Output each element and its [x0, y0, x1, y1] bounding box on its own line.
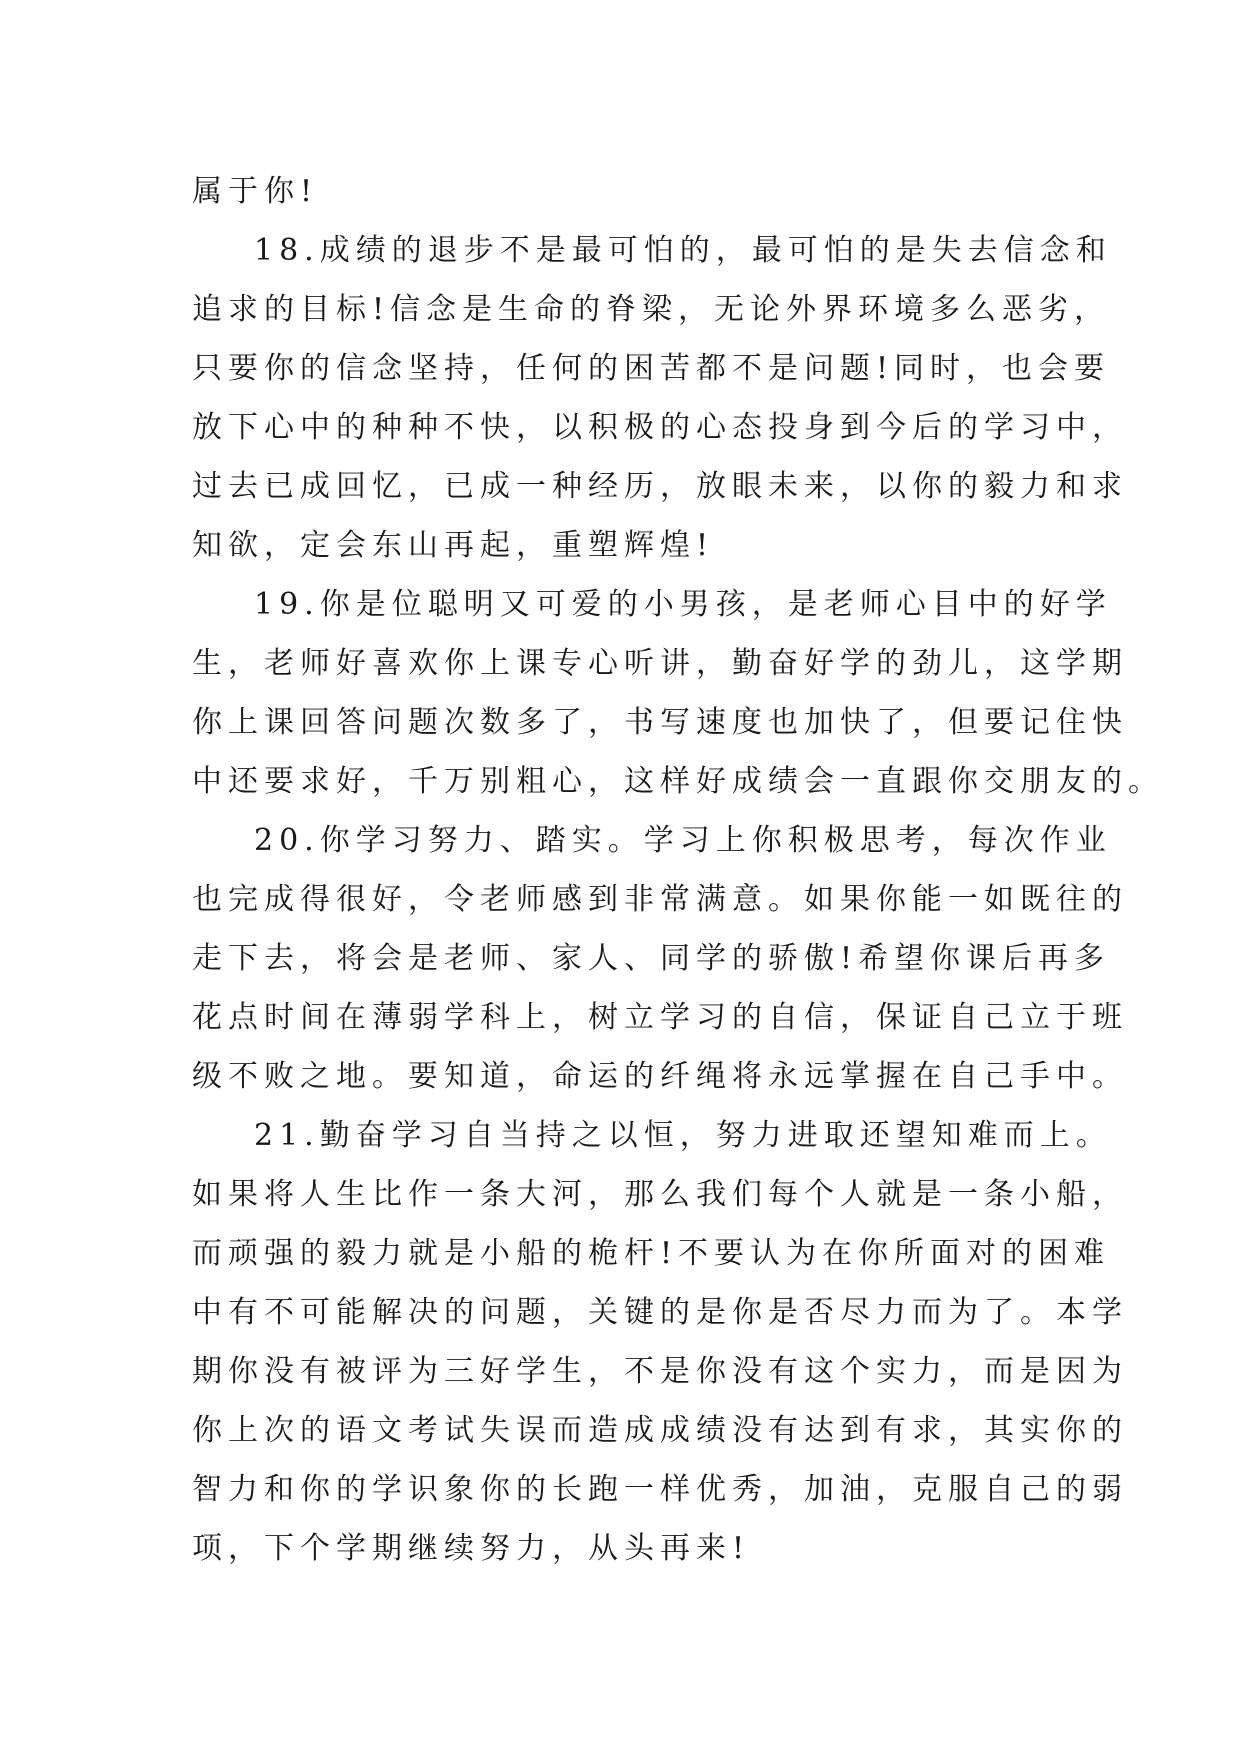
text-line: 如果将人生比作一条大河，那么我们每个人就是一条小船，	[192, 1177, 1128, 1212]
text-line: 花点时间在薄弱学科上，树立学习的自信，保证自己立于班	[192, 1000, 1128, 1035]
text-line: 也完成得很好，令老师感到非常满意。如果你能一如既往的	[192, 882, 1128, 917]
text-line: 中还要求好，千万别粗心，这样好成绩会一直跟你交朋友的。	[192, 764, 1164, 799]
text-line: 知欲，定会东山再起，重塑辉煌!	[192, 528, 715, 563]
text-line: 中有不可能解决的问题，关键的是你是否尽力而为了。本学	[192, 1295, 1128, 1330]
text-line: 生，老师好喜欢你上课专心听讲，勤奋好学的劲儿，这学期	[192, 646, 1128, 681]
text-line: 属于你!	[192, 174, 319, 209]
text-line: 只要你的信念坚持，任何的困苦都不是问题!同时，也会要	[192, 351, 1111, 386]
text-line: 期你没有被评为三好学生，不是你没有这个实力，而是因为	[192, 1354, 1128, 1389]
text-line: 而顽强的毅力就是小船的桅杆!不要认为在你所面对的困难	[192, 1236, 1111, 1271]
paragraph-18-line-1: 18.成绩的退步不是最可怕的，最可怕的是失去信念和	[254, 233, 1112, 268]
text-line: 智力和你的学识象你的长跑一样优秀，加油，克服自己的弱	[192, 1472, 1128, 1507]
text-line: 项，下个学期继续努力，从头再来!	[192, 1531, 751, 1566]
paragraph-20-line-1: 20.你学习努力、踏实。学习上你积极思考，每次作业	[254, 823, 1112, 858]
paragraph-19-line-1: 19.你是位聪明又可爱的小男孩，是老师心目中的好学	[254, 587, 1112, 622]
text-line: 你上次的语文考试失误而造成成绩没有达到有求，其实你的	[192, 1413, 1128, 1448]
document-body	[192, 162, 1164, 1578]
text-line: 走下去，将会是老师、家人、同学的骄傲!希望你课后再多	[192, 941, 1111, 976]
text-line: 你上课回答问题次数多了，书写速度也加快了，但要记住快	[192, 705, 1128, 740]
text-line: 放下心中的种种不快，以积极的心态投身到今后的学习中，	[192, 410, 1128, 445]
text-line: 级不败之地。要知道，命运的纤绳将永远掌握在自己手中。	[192, 1059, 1128, 1094]
text-line: 过去已成回忆，已成一种经历，放眼未来，以你的毅力和求	[192, 469, 1128, 504]
paragraph-21-line-1: 21.勤奋学习自当持之以恒，努力进取还望知难而上。	[254, 1118, 1112, 1153]
text-line: 追求的目标!信念是生命的脊梁，无论外界环境多么恶劣，	[192, 292, 1111, 327]
